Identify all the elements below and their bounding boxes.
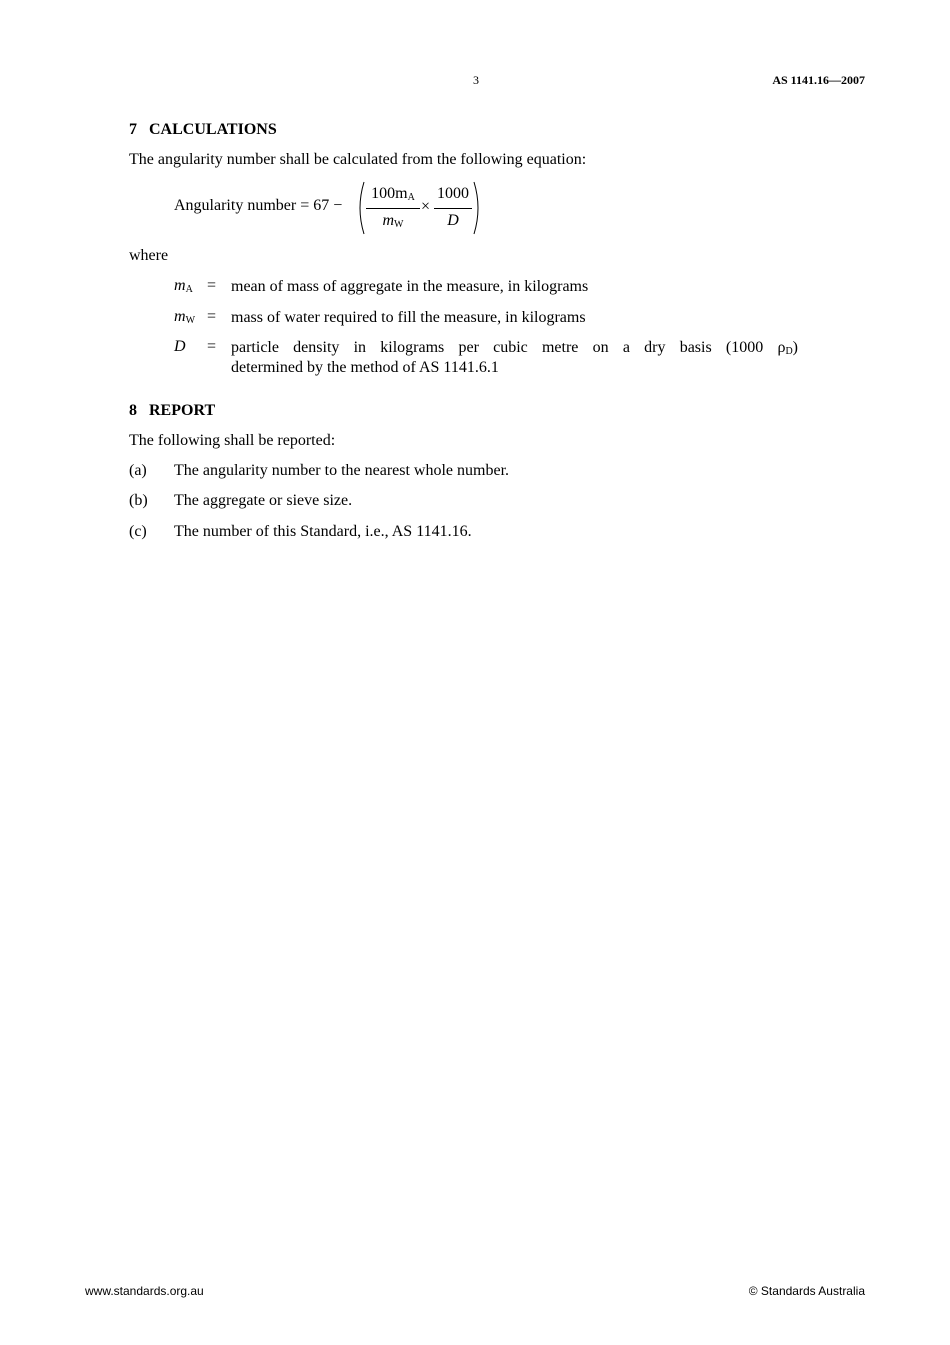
times-sign: × (421, 198, 431, 215)
section-7-intro: The angularity number shall be calculated from the following equation: (129, 151, 587, 168)
fraction2-denominator: D (447, 212, 459, 229)
definition-text: particle density in kilograms per cubic metre on a dry basis (1000 ρ (231, 339, 786, 356)
standard-id: AS 1141.16—2007 (772, 73, 865, 87)
fraction2-numerator: 1000 (437, 185, 469, 202)
variable-symbol: m (174, 308, 186, 325)
fraction1-numerator: 100m (371, 185, 408, 202)
angularity-formula (174, 180, 494, 236)
variable-row-ma (174, 277, 798, 299)
list-item-label: (c) (129, 523, 147, 540)
list-item-label: (a) (129, 462, 147, 479)
list-item-text: The aggregate or sieve size. (174, 492, 353, 509)
section-8-intro: The following shall be reported: (129, 432, 336, 449)
equals-sign: = (207, 308, 217, 325)
variable-row-d (174, 338, 798, 380)
section-8-heading: 8 REPORT (129, 402, 216, 419)
variable-definition-line2: determined by the method of AS 1141.6.1 (231, 359, 499, 376)
definition-close-paren: ) (792, 339, 798, 356)
fraction1-bar (366, 208, 420, 209)
equals-sign: = (207, 338, 217, 355)
footer-copyright: © Standards Australia (748, 1284, 865, 1298)
variable-subscript: A (185, 284, 193, 295)
list-item-text: The number of this Standard, i.e., AS 1141.16. (174, 523, 472, 540)
variable-symbol: D (174, 338, 186, 355)
fraction1-denominator: m (382, 212, 395, 229)
formula-label: Angularity number = 67 − (174, 197, 343, 214)
variable-subscript: W (185, 315, 196, 326)
page-number: 3 (473, 73, 479, 87)
section-7-heading: 7 CALCULATIONS (129, 121, 277, 138)
variable-symbol: m (174, 277, 186, 294)
where-label: where (129, 247, 169, 264)
list-item-label: (b) (129, 492, 148, 509)
fraction2-bar (434, 208, 472, 209)
fraction1-numerator-sub: A (407, 192, 415, 203)
fraction1-denominator-sub: W (394, 219, 404, 230)
variable-row-mw (174, 308, 798, 330)
rho-subscript: D (785, 346, 793, 357)
fraction-mass-ratio (366, 180, 420, 236)
left-paren (354, 180, 366, 236)
fraction-density (434, 180, 472, 236)
right-paren (472, 180, 484, 236)
footer-website-link[interactable]: www.standards.org.au (85, 1284, 204, 1298)
list-item-text: The angularity number to the nearest whole number. (174, 462, 510, 479)
equals-sign: = (207, 277, 217, 294)
variable-definition: mass of water required to fill the measure, in kilograms (231, 309, 586, 326)
variable-definition: mean of mass of aggregate in the measure, in kilograms (231, 278, 589, 295)
